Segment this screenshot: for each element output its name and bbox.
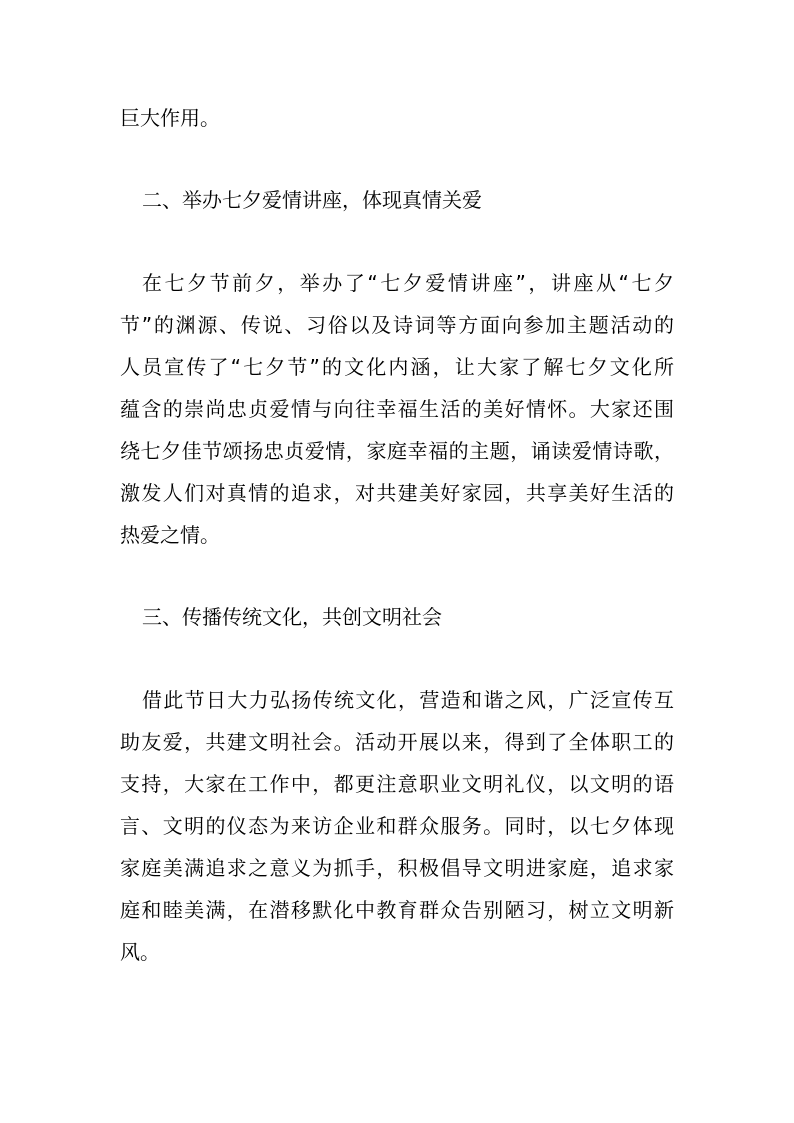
paragraph-line: 在七夕节前夕，举办了“七夕爱情讲座”，讲座从“七夕 <box>142 271 674 295</box>
continuation-text: 巨大作用。 <box>120 106 220 130</box>
paragraph-line: 激发人们对真情的追求，对共建美好家园，共享美好生活的 <box>120 481 674 505</box>
paragraph-line: 借此节日大力弘扬传统文化，营造和谐之风，广泛宣传互 <box>142 688 674 712</box>
paragraph-line: 热爱之情。 <box>120 523 220 547</box>
paragraph-line: 家庭美满追求之意义为抓手，积极倡导文明进家庭，追求家 <box>120 856 674 880</box>
paragraph-line: 绕七夕佳节颂扬忠贞爱情，家庭幸福的主题，诵读爱情诗歌， <box>120 439 674 463</box>
paragraph-line: 风。 <box>120 940 160 964</box>
paragraph-line: 助友爱，共建文明社会。活动开展以来，得到了全体职工的 <box>120 730 674 754</box>
paragraph-line: 人员宣传了“七夕节”的文化内涵，让大家了解七夕文化所 <box>120 355 674 379</box>
paragraph-line: 言、文明的仪态为来访企业和群众服务。同时，以七夕体现 <box>120 814 674 838</box>
paragraph-line: 节”的渊源、传说、习俗以及诗词等方面向参加主题活动的 <box>120 313 674 337</box>
paragraph-line: 庭和睦美满，在潜移默化中教育群众告别陋习，树立文明新 <box>120 898 674 922</box>
section-two-heading: 二、举办七夕爱情讲座，体现真情关爱 <box>142 188 482 212</box>
paragraph-line: 蕴含的崇尚忠贞爱情与向往幸福生活的美好情怀。大家还围 <box>120 397 674 421</box>
paragraph-line: 支持，大家在工作中，都更注意职业文明礼仪，以文明的语 <box>120 772 674 796</box>
section-three-heading: 三、传播传统文化，共创文明社会 <box>142 605 442 629</box>
